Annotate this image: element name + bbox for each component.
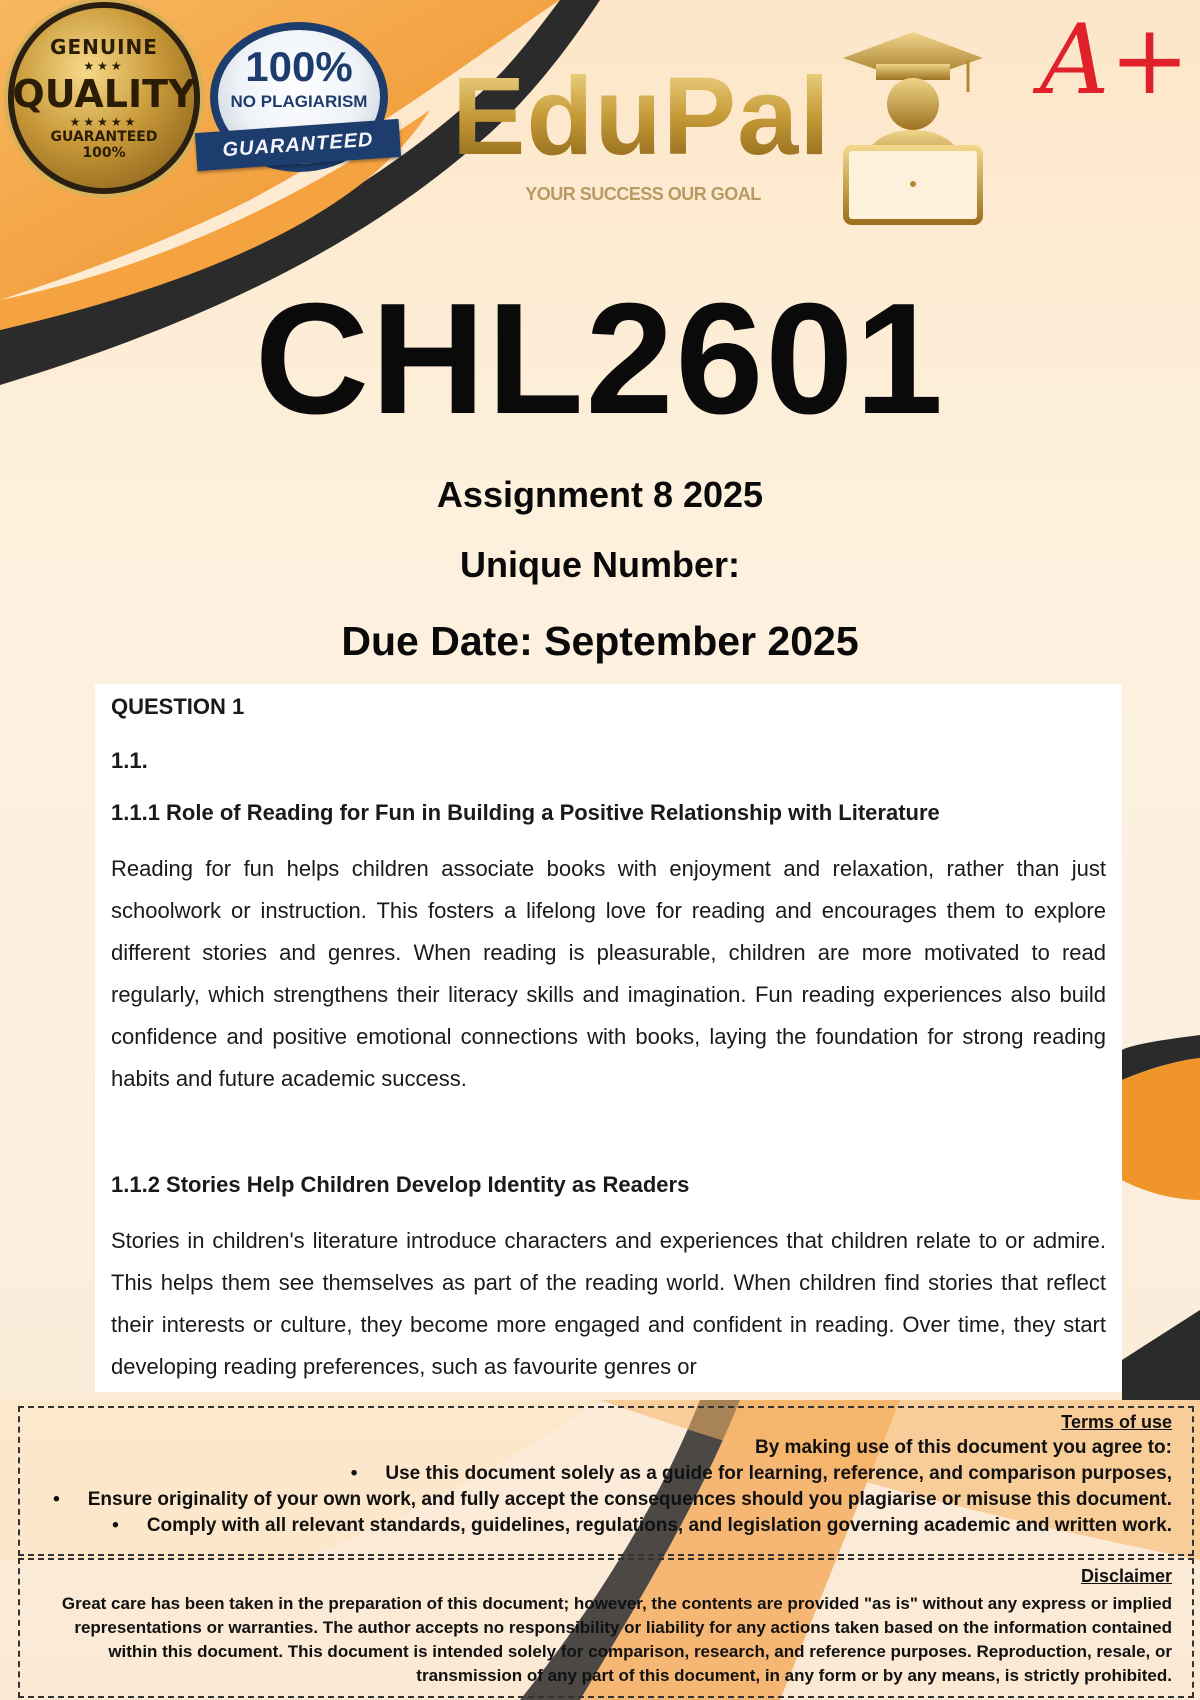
seal-ribbon: GUARANTEED [195,119,401,171]
course-code: CHL2601 [254,271,946,447]
terms-lead: By making use of this document you agree to: [754,1437,1172,1458]
quality-seal-icon [14,8,194,188]
seal-text: 100% [245,43,353,90]
seal-text: 100% [82,145,126,161]
terms-list [40,1463,1172,1537]
section-paragraph: Reading for fun helps children associate books with enjoyment and relaxation, rather than just schoolwork or instruction. This fosters a lifelong love for reading and encourages them to explore different stories and genres. When reading is pleasurable, children are more motivated to read regularly, which strengthens their literacy skills and imagination. Fun reading experiences also build confidence and positive emotional connections with books, laying the foundation for strong reading habits and future academic success. [111,856,1106,1091]
disclaimer-box [18,1558,1194,1698]
due-date: Due Date: September 2025 [341,618,859,664]
brand-tagline: YOUR SUCCESS OUR GOAL [525,184,761,204]
seal-stars: ★★★★★ [69,115,139,129]
grade-mark: A+ [1040,4,1190,116]
seal-text: GENUINE [50,35,158,59]
unique-number: Unique Number: [459,544,740,585]
section-number: 1.1. [111,748,148,773]
seal-text: NO PLAGIARISM [230,92,368,111]
graduate-laptop-icon [838,30,988,230]
terms-item: • Use this document solely as a guide for learning, reference, and comparison purposes, [40,1463,1172,1485]
seal-text: QUALITY [12,72,196,116]
seal-text: GUARANTEED [50,129,158,145]
terms-title: Terms of use [1061,1412,1172,1432]
terms-item: • Comply with all relevant standards, guidelines, regulations, and legislation governing academic and written work. [40,1515,1172,1537]
assignment-title: Assignment 8 2025 [436,474,764,515]
content-card [95,684,1122,1392]
section-paragraph: Stories in children's literature introduce characters and experiences that children relate to or admire. This helps them see themselves as part of the reading world. When children find stories that reflect their interests or culture, they become more engaged and confident in reading. Over time, they start developing reading preferences, such as favourite genres or [111,1228,1106,1379]
section-heading: 1.1.1 Role of Reading for Fun in Building a Positive Relationship with Literature [111,800,940,825]
section-heading: 1.1.2 Stories Help Children Develop Identity as Readers [111,1172,690,1197]
terms-of-use-box [18,1406,1194,1556]
seal-stars: ★★★ [83,59,125,73]
disclaimer-text: Great care has been taken in the preparation of this document; however, the contents are provided "as is" without any express or implied representations or warranties. The author accepts no responsibility or liability for any actions taken based on the information contained within this document. This document is intended solely for comparison, research, and reference purposes. Reproduction, resale, or transmission of any part of this document, in any form or by any means, is strictly prohibited. [61,1594,1172,1685]
disclaimer-title: Disclaimer [1080,1566,1172,1586]
brand-logo: EduPal [452,55,831,178]
terms-item: • Ensure originality of your own work, and fully accept the consequences should you plagiarise or misuse this document. [40,1489,1172,1511]
question-heading: QUESTION 1 [111,694,245,719]
